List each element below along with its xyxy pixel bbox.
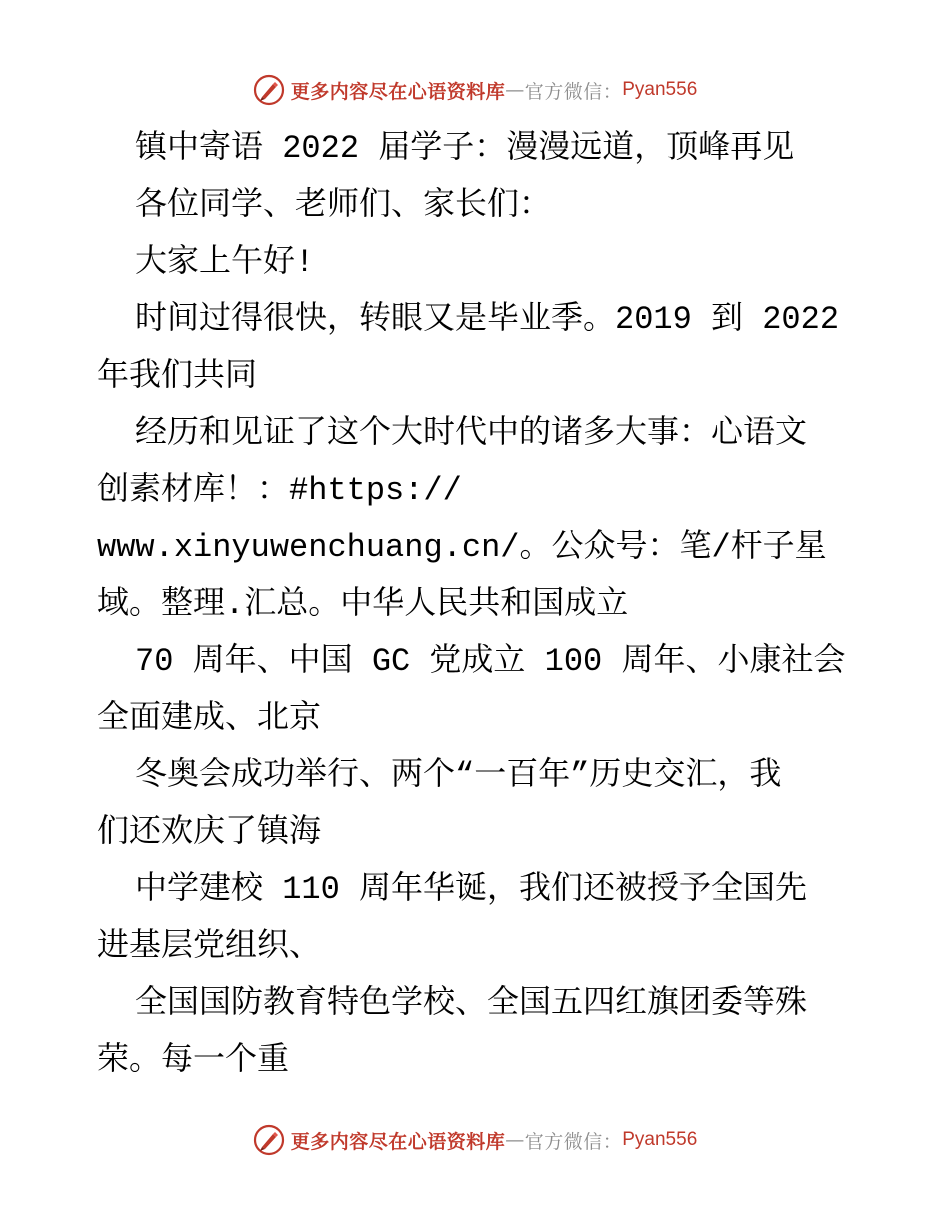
text-line: 经历和见证了这个大时代中的诸多大事：心语文 bbox=[135, 415, 808, 452]
text-line: 创素材库！：#https:// bbox=[97, 472, 462, 509]
footer-banner bbox=[0, 1120, 950, 1160]
text-line: 70 周年、中国 GC 党成立 100 周年、小康社会 bbox=[135, 643, 846, 680]
text-line: 全面建成、北京 bbox=[97, 700, 322, 737]
text-line: 冬奥会成功举行、两个“一百年”历史交汇，我 bbox=[135, 757, 782, 794]
banner-official: 官方微信： bbox=[524, 1130, 623, 1153]
header-banner bbox=[0, 70, 950, 110]
banner-wechat-id: Pyan556 bbox=[622, 1129, 698, 1150]
text-line: 全国国防教育特色学校、全国五四红旗团委等殊 bbox=[135, 985, 808, 1022]
text-line: 年我们共同 bbox=[97, 358, 258, 395]
text-line: 荣。每一个重 bbox=[97, 1042, 290, 1079]
text-line: 们还欢庆了镇海 bbox=[97, 814, 322, 851]
document-body bbox=[97, 120, 857, 1089]
banner-wechat-id: Pyan556 bbox=[622, 79, 698, 100]
banner-official: 官方微信： bbox=[524, 80, 623, 103]
text-line: 中学建校 110 周年华诞，我们还被授予全国先 bbox=[135, 871, 808, 908]
banner-brand: 更多内容尽在心语资料库 bbox=[290, 80, 506, 103]
text-line: www.xinyuwenchuang.cn/。公众号：笔/杆子星 bbox=[97, 529, 827, 566]
pen-logo-icon bbox=[253, 1124, 285, 1156]
title-line: 镇中寄语 2022 届学子：漫漫远道，顶峰再见 bbox=[135, 130, 795, 167]
text-line: 域。整理.汇总。中华人民共和国成立 bbox=[97, 586, 629, 623]
pen-logo-icon bbox=[253, 74, 285, 106]
text-line: 大家上午好! bbox=[135, 244, 315, 281]
banner-brand: 更多内容尽在心语资料库 bbox=[290, 1130, 506, 1153]
banner-dash: — bbox=[505, 79, 525, 101]
banner-dash: — bbox=[505, 1129, 525, 1151]
text-line: 各位同学、老师们、家长们： bbox=[135, 187, 552, 224]
text-line: 进基层党组织、 bbox=[97, 928, 322, 965]
text-line: 时间过得很快，转眼又是毕业季。2019 到 2022 bbox=[135, 301, 840, 338]
